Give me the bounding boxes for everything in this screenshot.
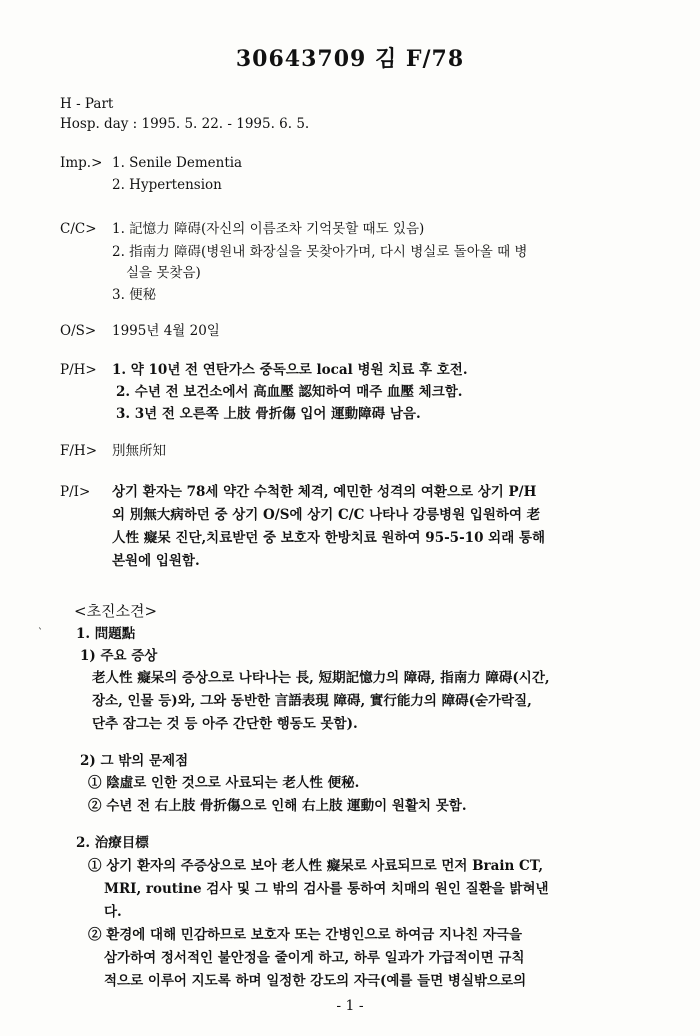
- pi-line-1: 상기 환자는 78세 약간 수척한 체격, 예민한 성격의 여환으로 상기 P/H: [112, 484, 537, 500]
- cc-item-2b: 실을 못찾음): [126, 265, 201, 281]
- goal-1-line-3: 다.: [104, 904, 122, 920]
- os-label: O/S>: [60, 323, 97, 339]
- goal-1-line-2: MRI, routine 검사 및 그 밖의 검사를 통하여 치매의 원인 질환을 밝혀낸: [104, 881, 549, 897]
- imp-item-1: 1. Senile Dementia: [112, 155, 243, 171]
- fh-value: 別無所知: [112, 443, 166, 459]
- cc-item-1: 1. 記憶力 障碍(자신의 이름조차 기억못할 때도 있음): [112, 221, 425, 237]
- pi-line-2: 외 別無大病하던 중 상기 O/S에 상기 C/C 나타나 강릉병원 입원하여 老: [112, 507, 541, 523]
- cc-item-2a: 2. 指南力 障碍(병원내 화장실을 못찾아가며, 다시 병실로 돌아올 때 병: [112, 244, 528, 260]
- other-problem-2: ② 수년 전 右上肢 骨折傷으로 인해 右上肢 運動이 원활치 못함.: [88, 798, 467, 814]
- pi-line-4: 본원에 입원함.: [112, 553, 200, 569]
- main-symptom-line-1: 老人性 癡呆의 증상으로 나타나는 長, 短期記憶力의 障碍, 指南力 障碍(시간,: [92, 670, 550, 686]
- part-label: H - Part: [60, 96, 114, 112]
- ph-item-1: 1. 약 10년 전 연탄가스 중독으로 local 병원 치료 후 호전.: [112, 362, 468, 378]
- main-symptom-line-3: 단추 잠그는 것 등 아주 간단한 행동도 못함).: [92, 716, 358, 732]
- ph-item-3: 3. 3년 전 오른쪽 上肢 骨折傷 입어 運動障碍 남음.: [116, 406, 421, 422]
- page-number: - 1 -: [336, 998, 364, 1014]
- imp-label: Imp.>: [60, 155, 103, 171]
- ph-label: P/H>: [60, 362, 97, 378]
- ph-item-2: 2. 수년 전 보건소에서 高血壓 認知하여 매주 血壓 체크함.: [116, 384, 463, 400]
- cc-label: C/C>: [60, 221, 97, 237]
- fh-label: F/H>: [60, 443, 97, 459]
- patient-title: 30643709 김 F/78: [235, 46, 465, 72]
- goal-1-line-1: ① 상기 환자의 주증상으로 보아 老人性 癡呆로 사료되므로 먼저 Brain CT,: [88, 858, 544, 874]
- initial-findings-heading: <초진소견>: [74, 602, 158, 620]
- main-symptom-line-2: 장소, 인물 등)와, 그와 동반한 言語表現 障碍, 實行能力의 障碍(숟가락질,: [92, 693, 532, 709]
- pi-line-3: 人性 癡呆 진단,치료받던 중 보호자 한방치료 원하여 95-5-10 외래 통해: [112, 530, 546, 546]
- problems-heading: 1. 問題點: [76, 626, 136, 642]
- goal-2-line-2: 삼가하여 정서적인 불안정을 줄이게 하고, 하루 일과가 가급적이면 규칙: [104, 950, 525, 966]
- imp-item-2: 2. Hypertension: [112, 177, 222, 193]
- other-problems-heading: 2) 그 밖의 문제점: [80, 753, 189, 769]
- pi-label: P/I>: [60, 484, 91, 500]
- main-symptom-heading: 1) 주요 증상: [80, 648, 158, 664]
- hospital-days: Hosp. day : 1995. 5. 22. - 1995. 6. 5.: [60, 116, 310, 132]
- os-value: 1995년 4월 20일: [112, 323, 220, 339]
- cc-item-3: 3. 便秘: [112, 287, 157, 303]
- other-problem-1: ① 陰虛로 인한 것으로 사료되는 老人性 便秘.: [88, 775, 360, 791]
- goal-2-line-3: 적으로 이루어 지도록 하며 일정한 강도의 자극(예를 들면 병실밖으로의: [104, 973, 527, 989]
- treatment-goal-heading: 2. 治療目標: [76, 835, 149, 851]
- stray-mark: `: [38, 628, 43, 639]
- goal-2-line-1: ② 환경에 대해 민감하므로 보호자 또는 간병인으로 하여금 지나친 자극을: [88, 927, 522, 943]
